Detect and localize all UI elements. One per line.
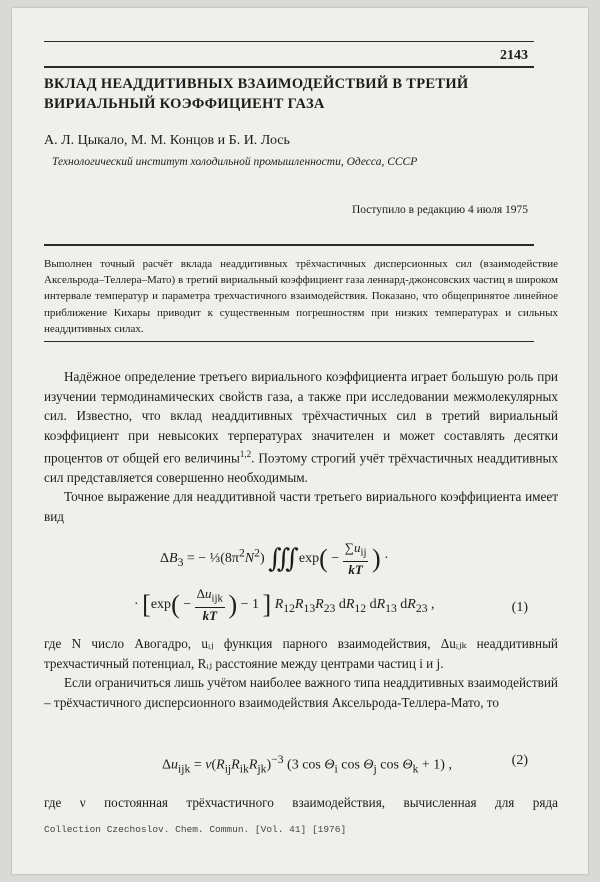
equation-2: $\Delta u_{ijk} = \nu(R_{ij}R_{ik}R_{jk})^{-3}$ (3 $\cos \Theta_i$ $\cos \Theta_j$ $\cos \Theta_k + 1$) ,: [162, 753, 452, 776]
body-text: [44, 367, 558, 526]
citation-ref: 1,2: [239, 449, 252, 459]
page-number: 2143: [500, 48, 528, 63]
abstract-bottom-rule: [44, 341, 534, 342]
paragraph-5: где ν постоянная трёхчастичного взаимодействия, вычисленная для ряда: [44, 795, 558, 810]
abstract: Выполнен точный расчёт вклада неаддитивных трёхчастичных дисперсионных сил (взаимодействие Аксельрода–Теллера–Мато) в третий вириальный коэффициент газа леннард-джонсовских частиц в широком интервале температур и параметра трехчастичного взаимодействия. Показано, что общепринятое линейное приближение Кихары приводит к существенным погрешностям при низких температурах и сильных неаддитивных силах.: [44, 258, 558, 335]
paragraph-3: где N число Авогадро, uᵢⱼ функция парного взаимодействия, Δuᵢⱼₖ неаддитивный трехчастичный потенциал, Rᵢⱼ расстояние между центрами частиц i и j.: [44, 636, 558, 671]
paragraph-1-tail: . Поэтому строгий учёт трёхчастичных неаддитивных сил представляется совершенно необходимым.: [44, 450, 558, 485]
article-title: ВКЛАД НЕАДДИТИВНЫХ ВЗАИМОДЕЙСТВИЙ В ТРЕТИЙ ВИРИАЛЬНЫЙ КОЭФФИЦИЕНТ ГАЗА: [44, 76, 469, 112]
equation-1-line-1: $\Delta B_3$ = − $\frac{1}{3}(8\pi^2N^2)$ ∭exp( − $\frac{\sum u_{ij}}{kT}$ ) ·: [160, 540, 389, 577]
equation-1-number: (1): [511, 600, 528, 615]
paragraph-2: Точное выражение для неаддитивной части третьего вириального коэффициента имеет вид: [44, 489, 558, 524]
paragraph-1: [44, 367, 558, 487]
journal-page: [12, 8, 588, 874]
top-rule: [44, 41, 534, 42]
equation-2-number: (2): [511, 753, 528, 768]
received-date: Поступило в редакцию 4 июля 1975: [351, 204, 528, 216]
equation-1-line-2: · [exp( − $\frac{\Delta u_{ijk}}{kT}$ ) − 1 ] $R_{12}R_{13}R_{23}$ $dR_{12}$ $dR_{13}$ $dR_{23}$ ,: [134, 586, 435, 623]
header-rule: [44, 66, 534, 68]
paragraph-1-text: Надёжное определение третьего вириального коэффициента играет большую роль при изучении термодинамических свойств газа, а также при исследовании межмолекулярных сил. Известно, что вклад неаддитивных трёхчастичных сил в третий вириальный коэффициент при невысоких терпературах значителен и может составлять десятки процентов от общей его величины: [44, 369, 558, 466]
journal-footer: Collection Czechoslov. Chem. Commun. [Vol. 41] [1976]: [44, 824, 347, 835]
article-affiliation: Технологический институт холодильной промышленности, Одесса, СССР: [52, 156, 418, 168]
abstract-top-rule: [44, 244, 534, 246]
paragraph-4: Если ограничиться лишь учётом наиболее важного типа неаддитивных взаимодействий – трёхчастичного дисперсионного взаимодействия Аксельрода-Теллера-Мато, то: [44, 675, 558, 710]
body-text-2: [44, 634, 558, 712]
article-authors: А. Л. Цыкало, М. М. Концов и Б. И. Лось: [44, 133, 290, 148]
